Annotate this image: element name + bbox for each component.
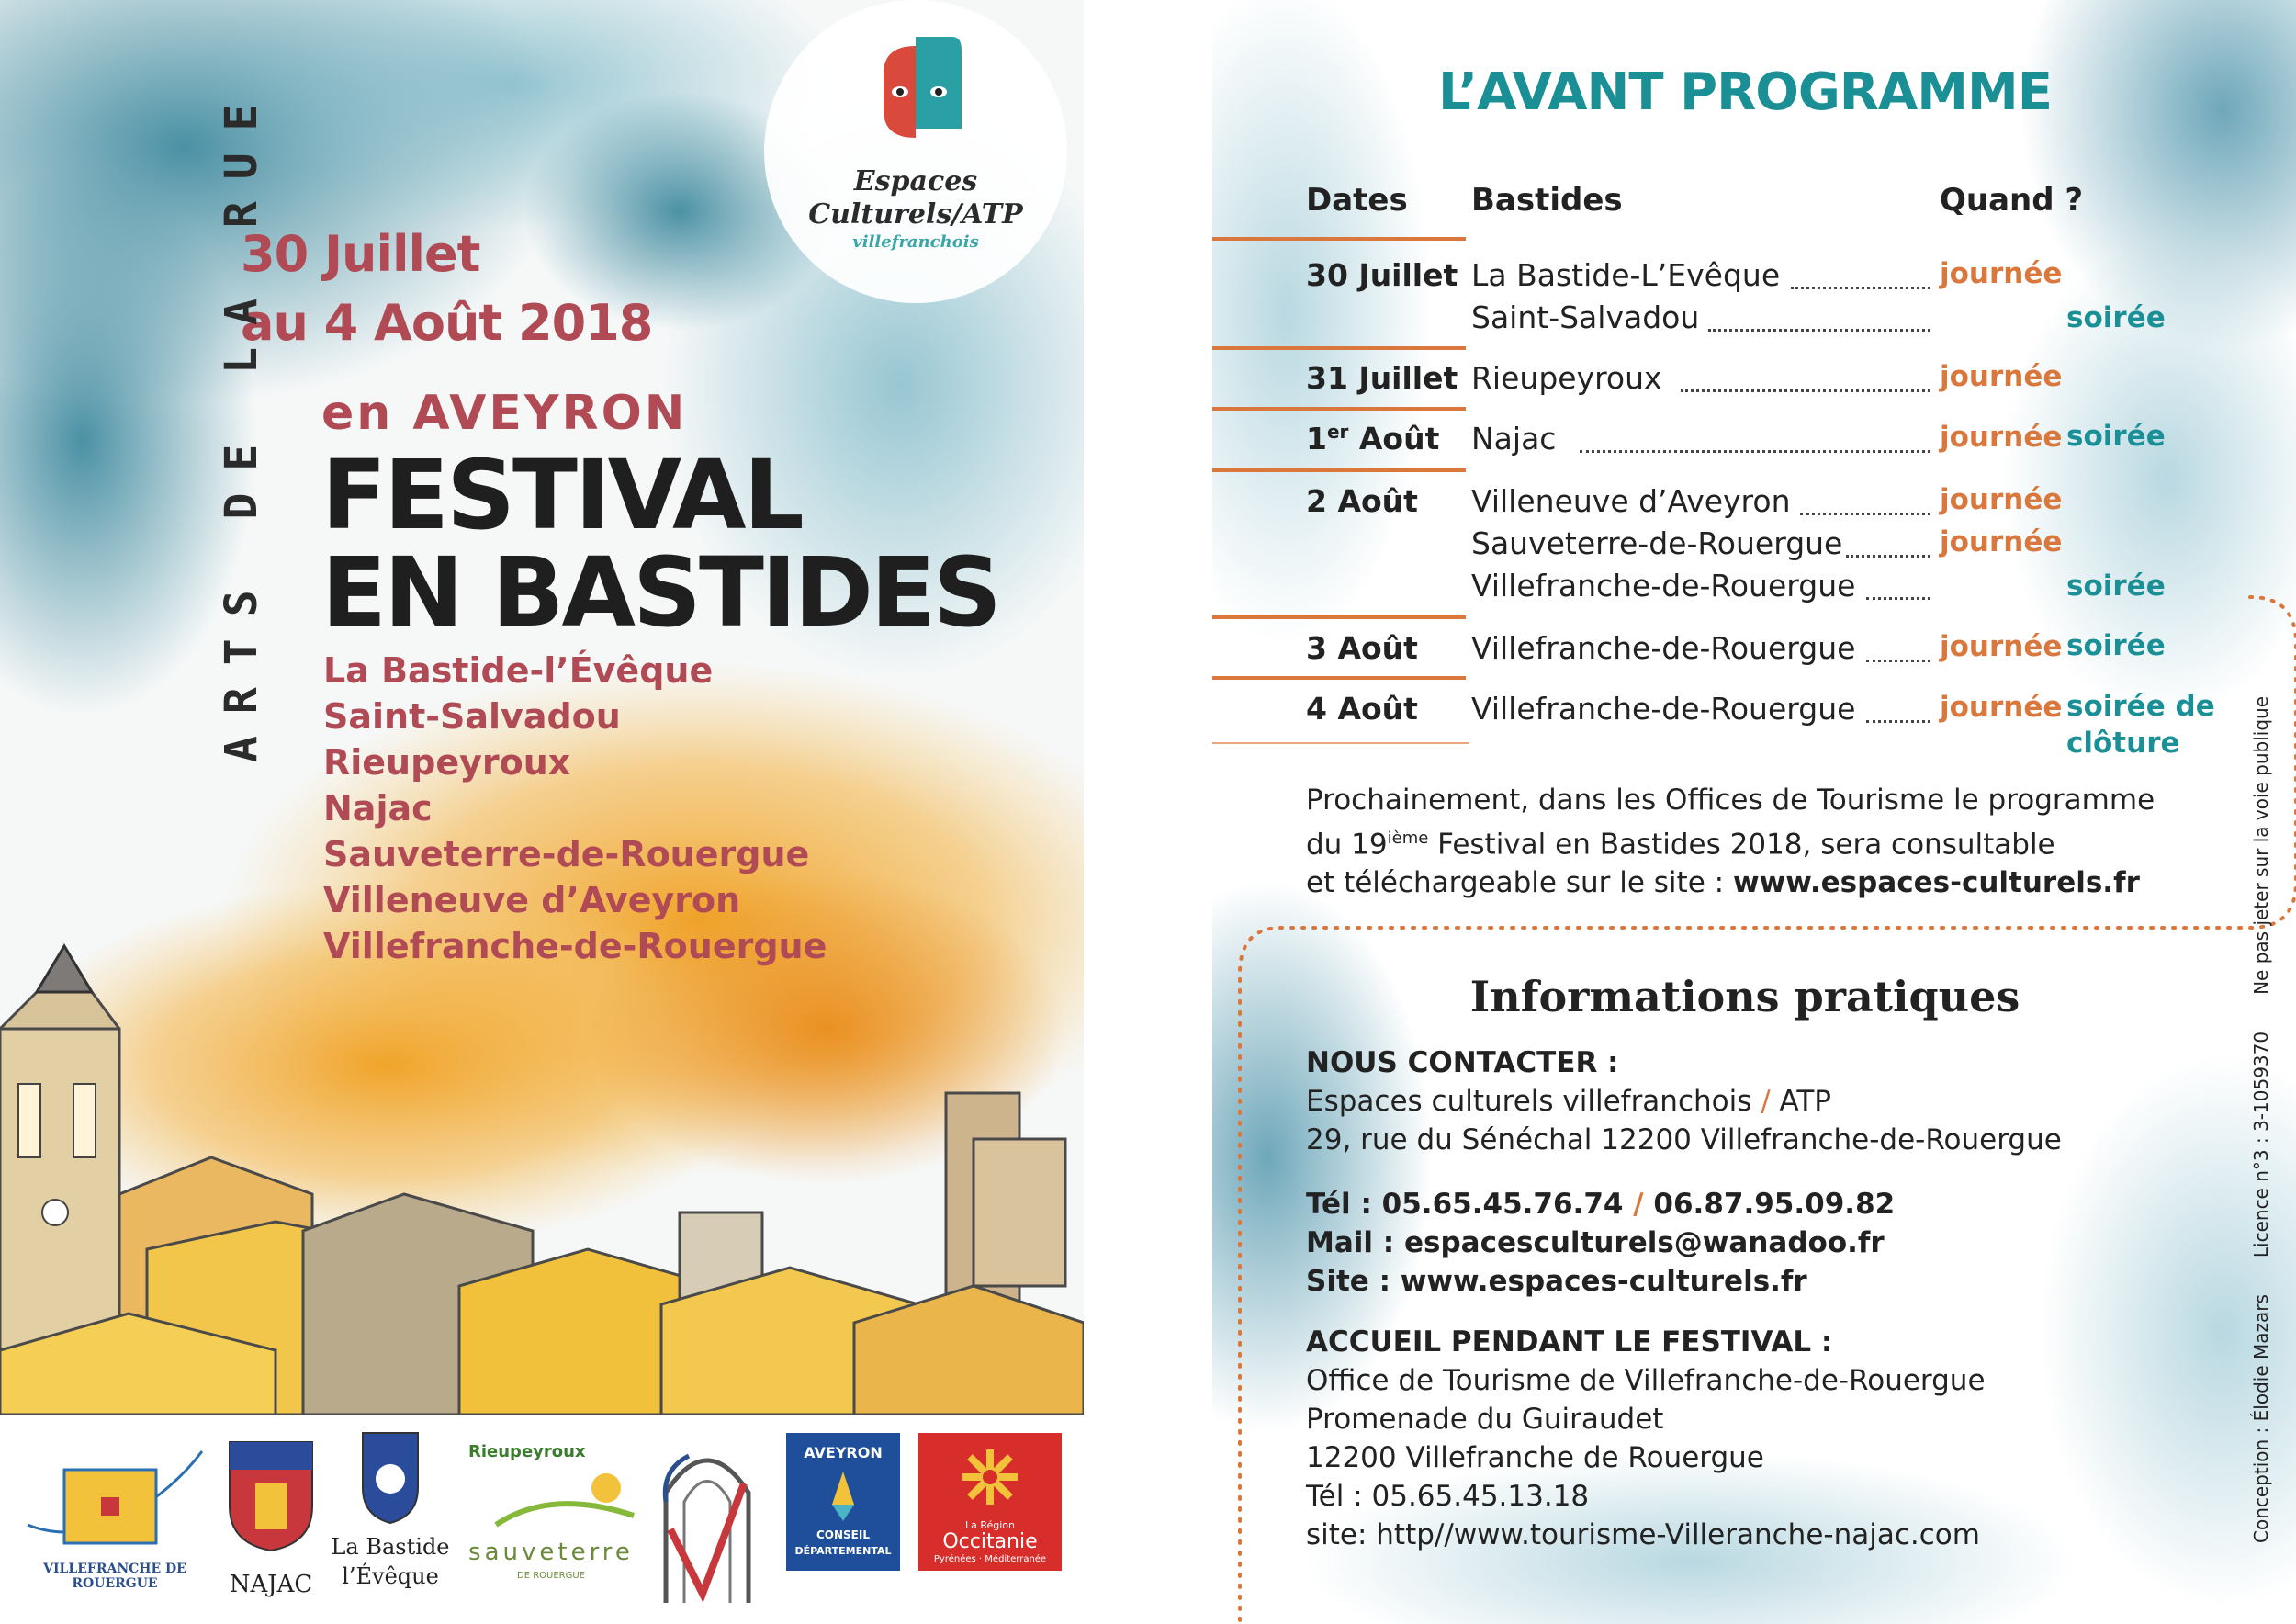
rieupeyroux-sauveterre-logo: [459, 1433, 643, 1617]
bastide-logo: [331, 1424, 450, 1617]
row-divider: [1212, 468, 1466, 472]
accueil-block: ACCUEIL PENDANT LE FESTIVAL : Office de Tourisme de Villefranche-de-Rouergue Promenade du Guiraudet 12200 Villefranche de Rouergue Tél : 05.65.45.13.18 site: http//www.tourisme-Villeranche-najac.com: [1306, 1323, 1986, 1554]
row-divider: [1212, 676, 1466, 680]
occitanie-sub: Pyrénées · Méditerranée: [933, 1554, 1047, 1564]
accueil-heading: ACCUEIL PENDANT LE FESTIVAL :: [1306, 1325, 1833, 1359]
row-bastide: Villefranche-de-Rouergue: [1471, 630, 1856, 666]
bastide-caption-l2: l’Évêque: [342, 1563, 439, 1589]
logo-line3: villefranchois: [852, 232, 979, 252]
row-bastide: Najac: [1471, 421, 1557, 457]
town-item: Najac: [323, 788, 433, 829]
row-bastide: Villefranche-de-Rouergue: [1471, 568, 1856, 603]
row-journee: journée: [1940, 483, 2063, 516]
program-note: Prochainement, dans les Offices de Tourisme le programme du 19ième Festival en Bastides 2018, sera consultable et téléchargeable sur le site : www.espaces-culturels.fr: [1306, 784, 2155, 900]
town-list: [323, 648, 827, 969]
festival-title-line1: FESTIVAL: [321, 439, 802, 551]
contact-mail[interactable]: Mail : espacesculturels@wanadoo.fr: [1306, 1226, 1885, 1259]
dot-leader: [1681, 389, 1930, 392]
header-bastides: Bastides: [1471, 182, 1623, 219]
contact-address: 29, rue du Sénéchal 12200 Villefranche-de-Rouergue: [1306, 1123, 2062, 1156]
aveyron-star-icon: [786, 1468, 900, 1523]
row-bastide: Sauveterre-de-Rouergue: [1471, 525, 1843, 561]
info-title: Informations pratiques: [1469, 972, 2020, 1021]
theatre-masks-icon: [764, 0, 1067, 165]
region-label: en AVEYRON: [321, 386, 688, 441]
row-journee: journée: [1940, 525, 2063, 558]
bastide-caption-l1: La Bastide: [331, 1534, 450, 1560]
row-bastide: Villeneuve d’Aveyron: [1471, 483, 1791, 519]
town-item: Saint-Salvadou: [323, 696, 621, 737]
sauveterre-icon: [459, 1460, 643, 1543]
contact-details: [1306, 1185, 1895, 1301]
row-divider: [1212, 742, 1469, 744]
dot-leader: [1708, 329, 1930, 332]
date-range-line1: 30 Juillet: [241, 225, 480, 283]
row-journee: journée: [1940, 421, 2063, 454]
occitanie-logo: [918, 1433, 1062, 1571]
musee-arch-icon: [652, 1428, 762, 1612]
print-credits: Conception : Élodie MazarsLicence n°3 : 3-1059370Ne pas jeter sur la voie publique: [2250, 695, 2272, 1543]
row-soiree: soirée: [2066, 629, 2166, 662]
row-journee: journée: [1940, 691, 2063, 724]
dot-leader: [1866, 720, 1930, 723]
festival-title-line2: EN BASTIDES: [321, 536, 999, 648]
town-item: Rieupeyroux: [323, 742, 571, 783]
row-bastide: Saint-Salvadou: [1471, 299, 1700, 335]
website-link[interactable]: www.espaces-culturels.fr: [1732, 866, 2140, 900]
date-range-line2: au 4 Août 2018: [241, 294, 653, 352]
logo-line2: Culturels/ATP: [808, 198, 1023, 231]
row-date: 4 Août: [1306, 691, 1418, 727]
vertical-title: ARTS DE LA RUE: [216, 82, 267, 762]
row-journee: journée: [1940, 360, 2063, 393]
row-bastide: Villefranche-de-Rouergue: [1471, 691, 1856, 727]
occitanie-caption: Occitanie: [942, 1530, 1038, 1553]
villefranche-logo: [18, 1433, 211, 1617]
row-divider: [1212, 346, 1466, 350]
row-date: 1er Août: [1306, 421, 1440, 457]
bastide-shield-icon: [331, 1424, 450, 1525]
aveyron-sub2: DÉPARTEMENTAL: [794, 1545, 892, 1557]
row-divider: [1212, 407, 1466, 411]
row-date: 31 Juillet: [1306, 360, 1458, 396]
row-journee: journée: [1940, 257, 2063, 290]
dot-leader: [1800, 513, 1930, 515]
row-soiree: soirée: [2066, 301, 2166, 334]
najac-logo: [220, 1433, 321, 1617]
partner-logos: [0, 1415, 1084, 1624]
aveyron-sub1: CONSEIL: [816, 1528, 870, 1541]
occitanie-top: La Région: [964, 1519, 1016, 1531]
villefranche-caption: VILLEFRANCHE DE ROUERGUE: [43, 1562, 186, 1591]
aveyron-logo: [786, 1433, 900, 1571]
sauveterre-caption: sauveterre: [468, 1539, 634, 1566]
row-journee: journée: [1940, 630, 2063, 663]
najac-shield-icon: [220, 1433, 321, 1552]
rieupeyroux-caption: Rieupeyroux: [468, 1442, 586, 1461]
header-dates: Dates: [1306, 182, 1408, 219]
logo-line1: Espaces: [853, 165, 978, 197]
row-bastide: Rieupeyroux: [1471, 360, 1662, 396]
town-item: Villeneuve d’Aveyron: [323, 880, 741, 920]
contact-site[interactable]: Site : www.espaces-culturels.fr: [1306, 1265, 1807, 1298]
espaces-culturels-logo: [764, 0, 1067, 303]
row-soiree: soirée: [2066, 420, 2166, 453]
town-item: La Bastide-l’Évêque: [323, 650, 714, 691]
row-date: 3 Août: [1306, 630, 1418, 666]
row-bastide: La Bastide-L’Evêque: [1471, 257, 1781, 293]
dot-leader: [1866, 597, 1930, 600]
villefranche-map-icon: [18, 1433, 211, 1562]
row-date: 30 Juillet: [1306, 257, 1458, 293]
header-quand: Quand ?: [1940, 182, 2084, 219]
row-date: 2 Août: [1306, 483, 1418, 519]
row-divider: [1212, 615, 1466, 619]
aveyron-caption: AVEYRON: [804, 1444, 883, 1461]
dot-leader: [1846, 555, 1930, 558]
poster-front: [0, 0, 1084, 1624]
contact-phone: Tél : 05.65.45.76.74 / 06.87.95.09.82: [1306, 1188, 1896, 1221]
dot-leader: [1791, 287, 1930, 289]
dot-leader: [1580, 450, 1930, 453]
accueil-site[interactable]: site: http//www.tourisme-Villeranche-najac.com: [1306, 1518, 1980, 1551]
town-item: Sauveterre-de-Rouergue: [323, 834, 810, 874]
row-soiree: soirée de clôture: [2066, 690, 2215, 760]
program-title: L’AVANT PROGRAMME: [1438, 62, 2052, 122]
musee-logo: [652, 1428, 762, 1612]
najac-caption: NAJAC: [229, 1571, 313, 1598]
row-soiree: soirée: [2066, 570, 2166, 603]
contact-block: NOUS CONTACTER : Espaces culturels villefranchois / ATP 29, rue du Sénéchal 12200 Villefranche-de-Rouergue: [1306, 1043, 2062, 1159]
dot-leader: [1866, 660, 1930, 662]
town-item: Villefranche-de-Rouergue: [323, 926, 827, 966]
row-divider: [1212, 237, 1466, 241]
occitan-cross-icon: [918, 1440, 1062, 1514]
sauveterre-sub: DE ROUERGUE: [517, 1571, 585, 1581]
contact-heading: NOUS CONTACTER :: [1306, 1046, 1619, 1079]
poster-back: [1212, 0, 2296, 1624]
